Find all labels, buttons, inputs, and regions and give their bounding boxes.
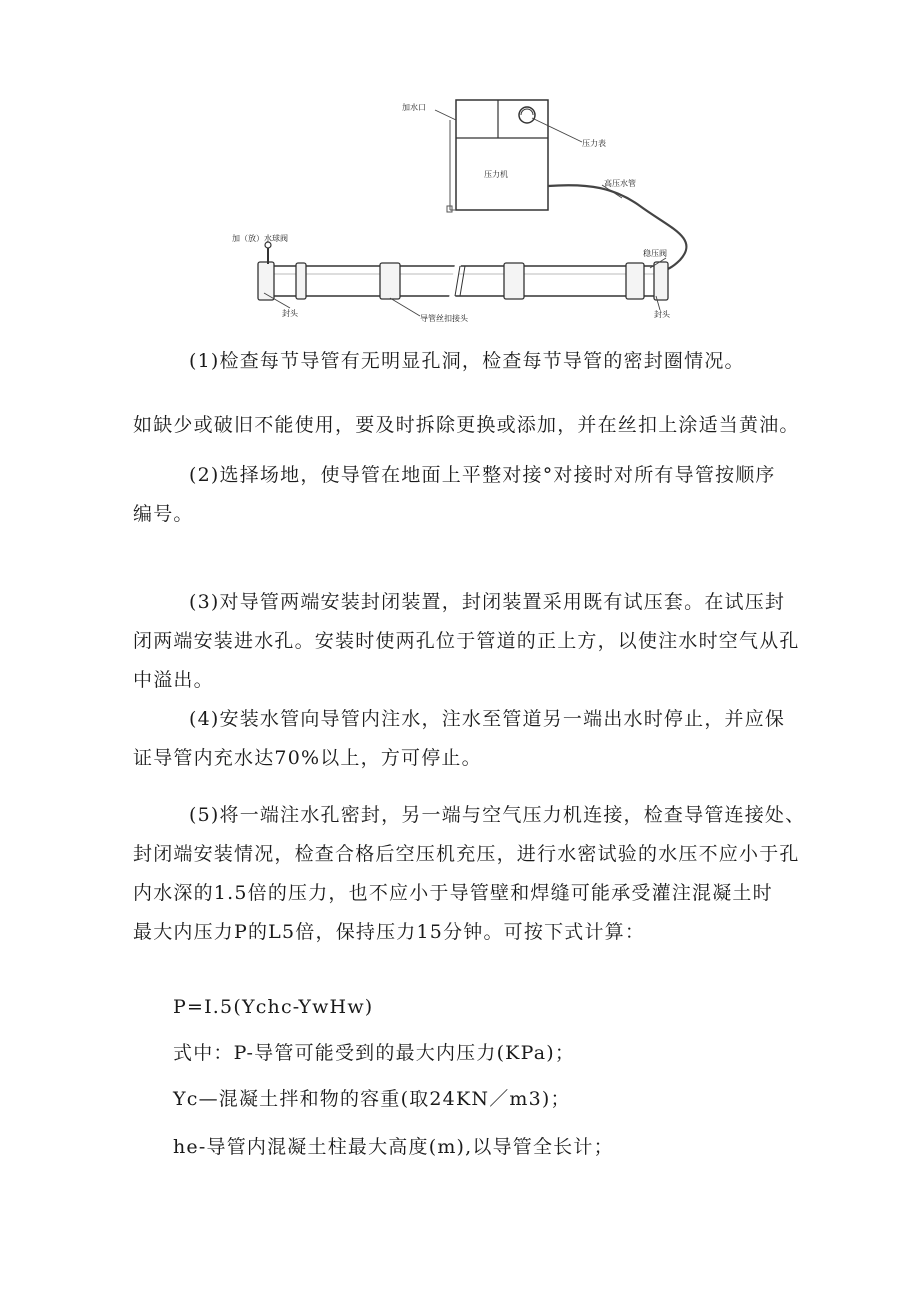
formula-text: P=I.5(Ychc-YwHw) <box>173 996 374 1018</box>
label-stabilizing-valve: 稳压阀 <box>643 249 667 258</box>
pipe-body <box>268 266 664 296</box>
label-high-pressure-hose: 高压水管 <box>604 179 636 188</box>
label-left-cap: 封头 <box>282 309 298 318</box>
text-line: 证导管内充水达70%以上，方可停止。 <box>133 747 482 769</box>
text-line: (1)检查每节导管有无明显孔洞，检查每节导管的密封圈情况。 <box>189 350 745 372</box>
text-line: (2)选择场地，使导管在地面上平整对接°对接时对所有导管按顺序 <box>189 464 776 486</box>
label-water-inlet: 加水口 <box>402 103 426 112</box>
text-line: (4)安装水管向导管内注水，注水至管道另一端出水时停止，并应保 <box>189 708 786 730</box>
label-thread-joint: 导管丝扣接头 <box>420 314 468 323</box>
text-line: 最大内压力P的L5倍，保持压力15分钟。可按下式计算： <box>133 921 646 943</box>
text-line: he-导管内混凝土柱最大高度(m),以导管全长计； <box>173 1136 614 1158</box>
paragraph-4 <box>133 583 800 700</box>
paragraph-1 <box>133 342 793 381</box>
text-line: 中溢出。 <box>133 669 214 691</box>
text-line: 闭两端安装进水孔。安装时使两孔位于管道的正上方，以使注水时空气从孔 <box>133 630 800 652</box>
text-line: 封闭端安装情况，检查合格后空压机充压，进行水密试验的水压不应小于孔 <box>133 843 800 865</box>
label-pressure-gauge: 压力表 <box>582 139 606 148</box>
label-ball-valve: 加（放）水球阀 <box>232 234 288 243</box>
text-line: 编号。 <box>133 503 194 525</box>
text-line: 内水深的1.5倍的压力，也不应小于导管壁和焊缝可能承受灌注混凝土时 <box>133 882 773 904</box>
label-pressure-machine: 压力机 <box>484 170 508 179</box>
formula-explanation-p <box>133 1034 793 1073</box>
text-line: Yc—混凝土拌和物的容重(取24KN／m3)； <box>173 1088 571 1110</box>
paragraph-5 <box>133 700 793 778</box>
text-line: (5)将一端注水孔密封，另一端与空气压力机连接，检查导管连接处、 <box>189 804 806 826</box>
right-end-cap <box>654 262 668 300</box>
text-line: 如缺少或破旧不能使用，要及时拆除更换或添加，并在丝扣上涂适当黄油。 <box>133 414 800 436</box>
text-line: (3)对导管两端安装封闭装置，封闭装置采用既有试压套。在试压封 <box>189 591 786 613</box>
formula-explanation-yc <box>133 1080 793 1119</box>
formula <box>133 988 793 1027</box>
paragraph-6 <box>133 796 806 952</box>
paragraph-2 <box>133 406 800 445</box>
thread-joint <box>380 263 400 299</box>
formula-explanation-hc <box>133 1128 793 1167</box>
label-right-cap: 封头 <box>654 310 670 319</box>
diagram-svg <box>220 88 720 333</box>
text-line: 式中：P-导管可能受到的最大内压力(KPa)； <box>173 1042 576 1064</box>
paragraph-3 <box>133 456 793 534</box>
pipe-pressure-test-diagram <box>220 88 720 333</box>
